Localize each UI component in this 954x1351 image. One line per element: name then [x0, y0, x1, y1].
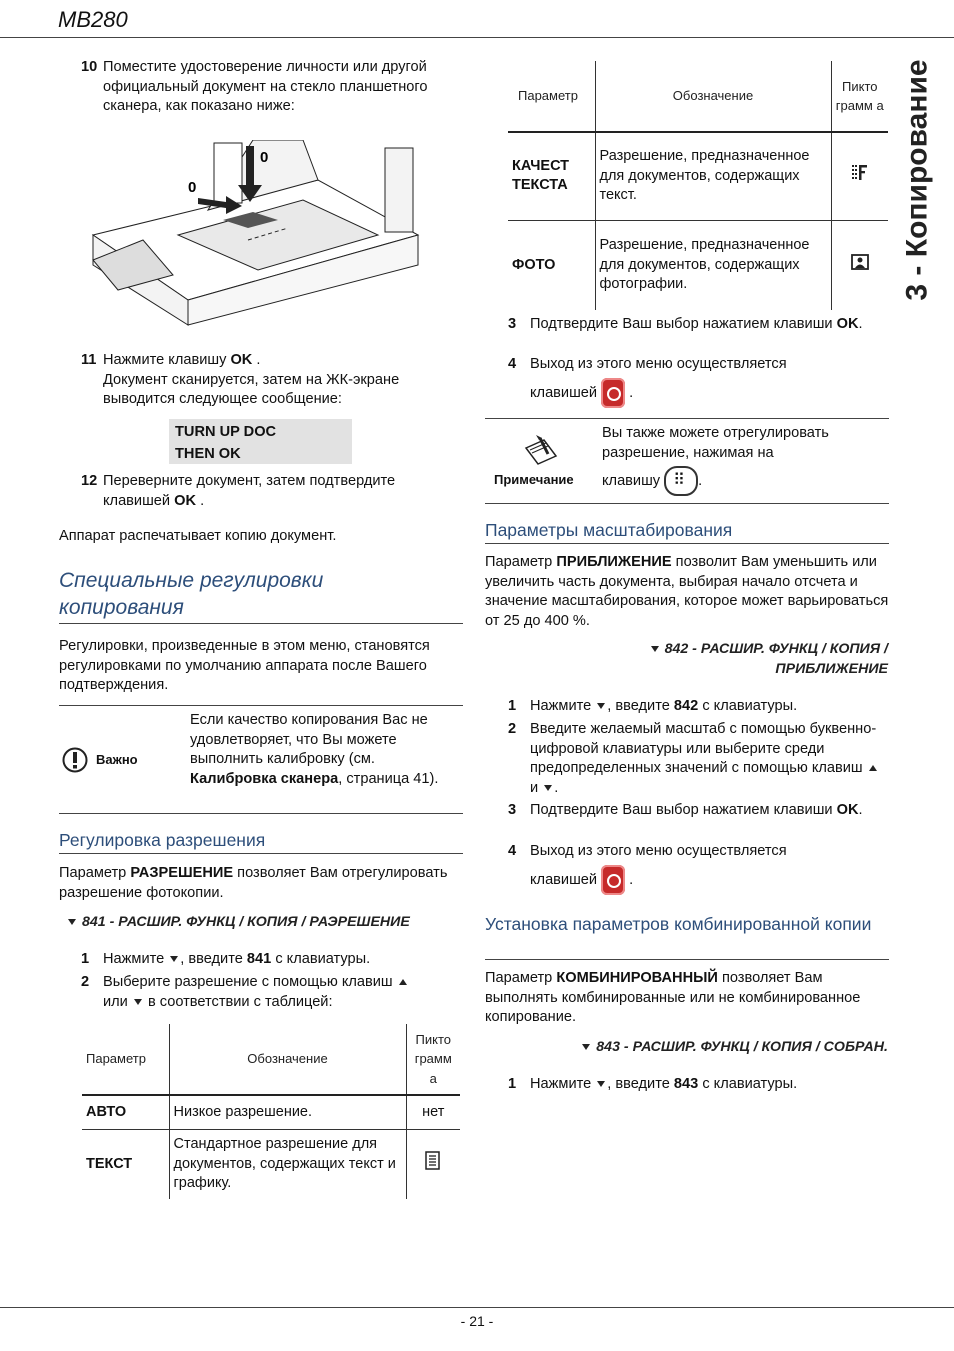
resolution-title: Регулировка разрешения [59, 830, 266, 850]
menu-down-icon [68, 919, 76, 925]
resolution-key-icon [664, 466, 698, 496]
table-row-param: АВТО [82, 1095, 169, 1129]
col-header-param: Параметр [86, 1051, 146, 1067]
text-doc-icon [406, 1129, 460, 1199]
important-text: Если качество копирования Вас не удовлетворяет, что Вы можете выполнить калибровку (см. Калибровка сканера, страница 41). [190, 712, 439, 787]
table-row-param: КАЧЕСТ ТЕКСТА [508, 132, 595, 220]
zoom-intro: Параметр ПРИБЛИЖЕНИЕ позволит Вам уменьшить или увеличить часть документа, выбирая начало отсчета и значение масштабирования, которое может варьироваться от 25 до 400 %. [485, 554, 889, 629]
illus-label-b: 0 [188, 179, 197, 196]
collate-intro: Параметр КОМБИНИРОВАННЫЙ позволяет Вам выполнять комбинированные или не комбинированное копирование. [485, 970, 861, 1025]
note-text: Вы также можете отрегулировать разрешение, нажимая на клавишу ⠿. [602, 424, 887, 499]
menu-down-icon [651, 646, 659, 652]
right-step-4: 4 Выход из этого меню осуществляется клавишей . [508, 355, 888, 411]
quality-text-icon [831, 132, 888, 220]
zoom-step-1: 1 Нажмите , введите 842 с клавиатуры. [508, 698, 798, 714]
important-label: Важно [96, 752, 138, 767]
col-header-icon: Пикто грамм а [831, 61, 888, 132]
step-10: 10 Поместите удостоверение личности или другой официальный документ на стекло планшетного сканера, как показано ниже: [81, 59, 428, 114]
note-pen-icon [522, 434, 560, 473]
important-icon [62, 746, 88, 781]
resolution-table-2 [508, 61, 888, 310]
footer-rule [0, 1307, 954, 1308]
zoom-step-4: 4 Выход из этого меню осуществляется клавишей . [508, 842, 888, 898]
col-header-desc: Обозначение [169, 1024, 406, 1095]
down-key-icon [170, 956, 178, 962]
resolution-intro: Параметр РАЗРЕШЕНИЕ позволяет Вам отрегулировать разрешение фотокопии. [59, 865, 448, 901]
zoom-menu-path: 842 - РАСШИР. ФУНКЦ / КОПИЯ / ПРИБЛИЖЕНИЕ [560, 640, 888, 679]
lcd-message: TURN UP DOC THEN OK [169, 419, 352, 464]
up-key-icon [869, 765, 877, 771]
zoom-step-3: 3 Подтвердите Ваш выбор нажатием клавиши OK. [508, 802, 863, 818]
right-step-3: 3 Подтвердите Ваш выбор нажатием клавиши OK. [508, 316, 863, 332]
table-row-param: ТЕКСТ [86, 1155, 133, 1172]
up-key-icon [399, 979, 407, 985]
scanner-illustration [88, 140, 428, 330]
step-11: 11 Нажмите клавишу OK . Документ сканируется, затем на ЖК-экране выводится следующее сообщение: [81, 352, 400, 407]
down-key-icon [597, 703, 605, 709]
down-key-icon [597, 1081, 605, 1087]
res-step-2: 2 Выберите разрешение с помощью клавиш или в соответствии с таблицей: [81, 973, 466, 1012]
down-key-icon [544, 785, 552, 791]
page-number: - 21 - [460, 1313, 494, 1329]
note-label: Примечание [494, 472, 574, 487]
collate-title: Установка параметров комбинированной копии [485, 914, 872, 934]
table-row-desc: Низкое разрешение. [169, 1095, 406, 1129]
stop-key-icon [601, 378, 625, 408]
photo-icon [831, 220, 888, 310]
collate-step-1: 1 Нажмите , введите 843 с клавиатуры. [508, 1076, 798, 1092]
header-rule [0, 37, 954, 38]
zoom-title: Параметры масштабирования [485, 520, 733, 540]
res-step-1: 1 Нажмите , введите 841 с клавиатуры. [81, 951, 371, 967]
resolution-table-1 [82, 1024, 460, 1199]
section-text: Регулировки, произведенные в этом меню, становятся регулировками по умолчанию аппарата после Вашего подтверждения. [59, 638, 430, 693]
resolution-menu-path: 841 - РАСШИР. ФУНКЦ / КОПИЯ / РАЭРЕШЕНИЕ [66, 913, 466, 933]
col-header-icon: Пикто грамм а [406, 1024, 460, 1095]
table-row-param: ФОТО [508, 220, 595, 310]
stop-key-icon [601, 865, 625, 895]
table-row-icon-text: нет [406, 1095, 460, 1129]
chapter-side-tab: 3 - Копирование [900, 59, 934, 301]
col-header-desc: Обозначение [595, 61, 831, 132]
table-row-desc: Разрешение, предназначенное для документов, содержащих текст. [595, 132, 831, 220]
illus-label-a: 0 [260, 149, 269, 166]
menu-down-icon [582, 1044, 590, 1050]
zoom-step-2: 2 Введите желаемый масштаб с помощью буквенно-цифровой клавиатуры или выберите среди предопределенных значений с помощью клавиш и . [508, 721, 877, 796]
section-title: Специальные регулировки копирования [59, 569, 324, 619]
table-row-desc: Стандартное разрешение для документов, содержащих текст и графику. [169, 1129, 406, 1199]
table-row-desc: Разрешение, предназначенное для документов, содержащих фотографии. [595, 220, 831, 310]
collate-menu-path: 843 - РАСШИР. ФУНКЦ / КОПИЯ / СОБРАН. [488, 1038, 888, 1058]
step-12: 12 Переверните документ, затем подтвердите клавишей OK . [81, 473, 396, 509]
printed-text: Аппарат распечатывает копию документ. [59, 528, 337, 544]
down-key-icon [134, 999, 142, 1005]
header-model: MB280 [58, 7, 128, 32]
col-header-param: Параметр [518, 88, 578, 104]
